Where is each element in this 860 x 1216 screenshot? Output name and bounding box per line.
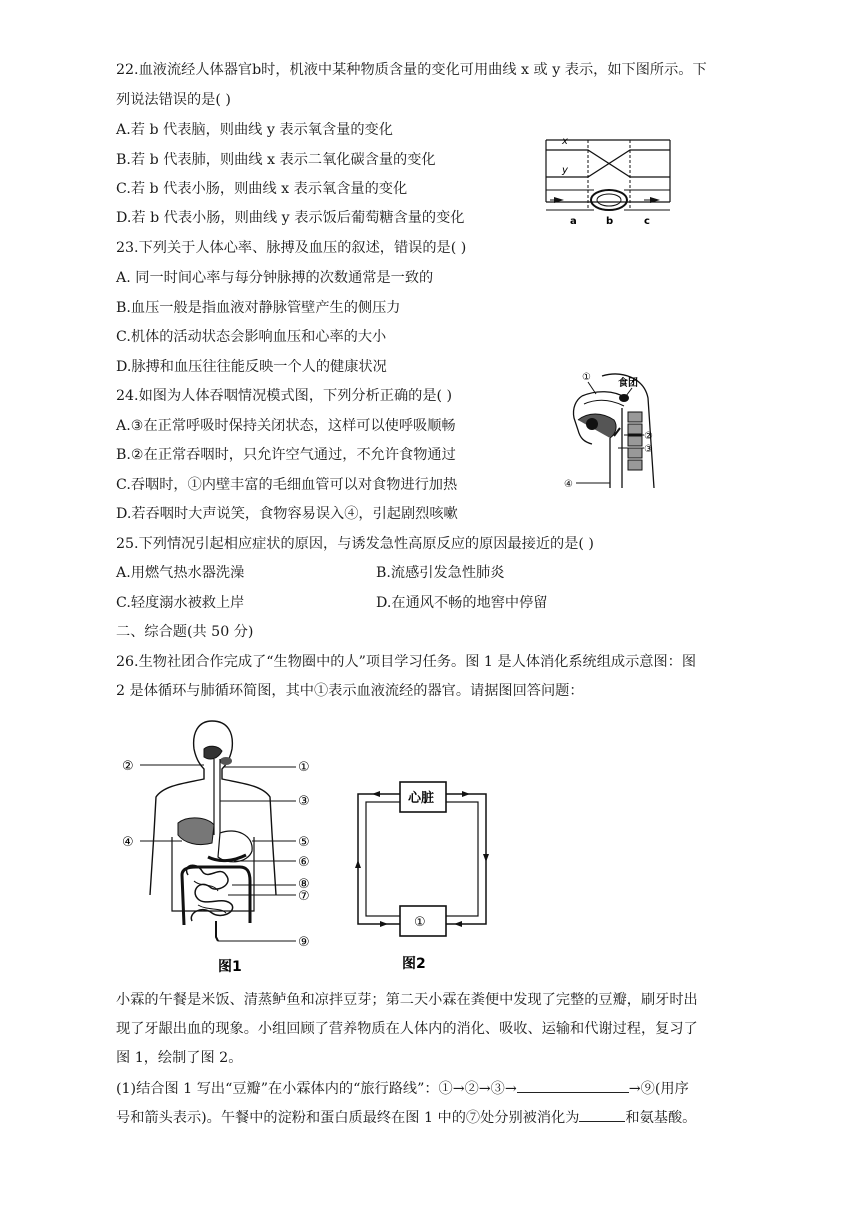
fig1-label-8: ⑧ <box>298 877 310 892</box>
q26-sub1-line2-text-b: 和氨基酸。 <box>625 1110 697 1126</box>
q24-option-a: A.③在正常呼吸时保持关闭状态，这样可以使呼吸顺畅 <box>116 418 456 434</box>
answer-blank-route[interactable] <box>517 1078 629 1093</box>
q24-option-d: D.若吞咽时大声说笑，食物容易误入④，引起剧烈咳嗽 <box>116 506 458 522</box>
q26-sub1-line1-text-a: (1)结合图 1 写出“豆瓣”在小霖体内的“旅行路线”：①→②→③→ <box>116 1081 517 1097</box>
q24-stem: 24.如图为人体吞咽情况模式图，下列分析正确的是( ) <box>116 388 453 404</box>
q22-label-y: y <box>562 165 568 176</box>
fig1-label-4: ④ <box>122 835 134 850</box>
q24-label-3: ③ <box>644 444 653 455</box>
fig2-organ-label: ① <box>414 915 426 930</box>
q26-sub1-line1 <box>116 1078 689 1099</box>
q26-sub1-line1-text-b: →⑨(用序 <box>628 1081 689 1097</box>
fig1-label-9: ⑨ <box>298 935 310 950</box>
q24-option-b: B.②在正常吞咽时，只允许空气通过，不允许食物通过 <box>116 447 456 463</box>
q26-para-line1: 小霖的午餐是米饭、清蒸鲈鱼和凉拌豆芽；第二天小霖在粪便中发现了完整的豆瓣，刷牙时出 <box>116 992 698 1008</box>
q23-stem: 23.下列关于人体心率、脉搏及血压的叙述，错误的是( ) <box>116 240 467 256</box>
answer-blank-starch[interactable] <box>579 1107 625 1122</box>
q22-option-d: D.若 b 代表小肠，则曲线 y 表示饭后葡萄糖含量的变化 <box>116 210 465 226</box>
q22-label-b: b <box>606 216 614 227</box>
section-heading: 二、综合题(共 50 分) <box>116 624 254 640</box>
q25-option-d: D.在通风不畅的地窖中停留 <box>376 595 548 611</box>
q25-option-c: C.轻度溺水被救上岸 <box>116 595 245 611</box>
fig1-label-6: ⑥ <box>298 855 310 870</box>
q26-para-line2: 现了牙龈出血的现象。小组回顾了营养物质在人体内的消化、吸收、运输和代谢过程，复习了 <box>116 1021 698 1037</box>
fig1-label-2: ② <box>122 759 134 774</box>
q24-figure <box>562 368 662 500</box>
q25-option-a: A.用燃气热水器洗澡 <box>116 565 245 581</box>
q23-option-d: D.脉搏和血压往往能反映一个人的健康状况 <box>116 359 387 375</box>
q26-sub1-line2-text-a: 号和箭头表示)。午餐中的淀粉和蛋白质最终在图 1 中的⑦处分别被消化为 <box>116 1110 580 1126</box>
q22-label-x: x <box>562 136 568 147</box>
fig2-heart-label: 心脏 <box>408 791 435 806</box>
q22-stem-line1: 22.血液流经人体器官b时，机液中某种物质含量的变化可用曲线 x 或 y 表示，如下图所示。下 <box>116 62 707 78</box>
q22-option-a: A.若 b 代表脑，则曲线 y 表示氧含量的变化 <box>116 122 393 138</box>
fig1-label-5: ⑤ <box>298 835 310 850</box>
q26-figure1-digestive-system <box>116 715 326 977</box>
q24-label-2: ② <box>644 431 653 442</box>
q26-sub1-line2 <box>116 1107 696 1128</box>
q24-label-4: ④ <box>564 479 573 490</box>
q22-stem-line2: 列说法错误的是( ) <box>116 92 231 108</box>
q25-option-b: B.流感引发急性肺炎 <box>376 565 505 581</box>
fig1-caption: 图1 <box>218 959 242 975</box>
q24-option-c: C.吞咽时，①内壁丰富的毛细血管可以对食物进行加热 <box>116 477 458 493</box>
q22-label-a: a <box>570 216 577 227</box>
q22-option-b: B.若 b 代表肺，则曲线 x 表示二氧化碳含量的变化 <box>116 152 436 168</box>
q23-option-a: A. 同一时间心率与每分钟脉搏的次数通常是一致的 <box>116 270 434 286</box>
fig1-label-7: ⑦ <box>298 889 310 904</box>
q22-label-c: c <box>644 216 650 227</box>
q26-intro-line1: 26.生物社团合作完成了“生物圈中的人”项目学习任务。图 1 是人体消化系统组成示意图：图 <box>116 654 697 670</box>
q23-option-b: B.血压一般是指血液对静脉管壁产生的侧压力 <box>116 300 401 316</box>
q22-option-c: C.若 b 代表小肠，则曲线 x 表示氧含量的变化 <box>116 181 408 197</box>
q26-figure2-circulation <box>350 772 500 972</box>
q26-intro-line2: 2 是体循环与肺循环简图，其中①表示血液流经的器官。请据图回答问题： <box>116 683 584 699</box>
fig2-caption: 图2 <box>402 956 426 972</box>
q26-para-line3: 图 1，绘制了图 2。 <box>116 1050 243 1066</box>
q23-option-c: C.机体的活动状态会影响血压和心率的大小 <box>116 329 387 345</box>
fig1-label-3: ③ <box>298 794 310 809</box>
q25-stem: 25.下列情况引起相应症状的原因，与诱发急性高原反应的原因最接近的是( ) <box>116 536 594 552</box>
q24-label-food: 食团 <box>618 378 638 389</box>
fig1-label-1: ① <box>298 760 310 775</box>
q22-figure <box>540 122 675 232</box>
q24-label-1: ① <box>582 372 591 383</box>
